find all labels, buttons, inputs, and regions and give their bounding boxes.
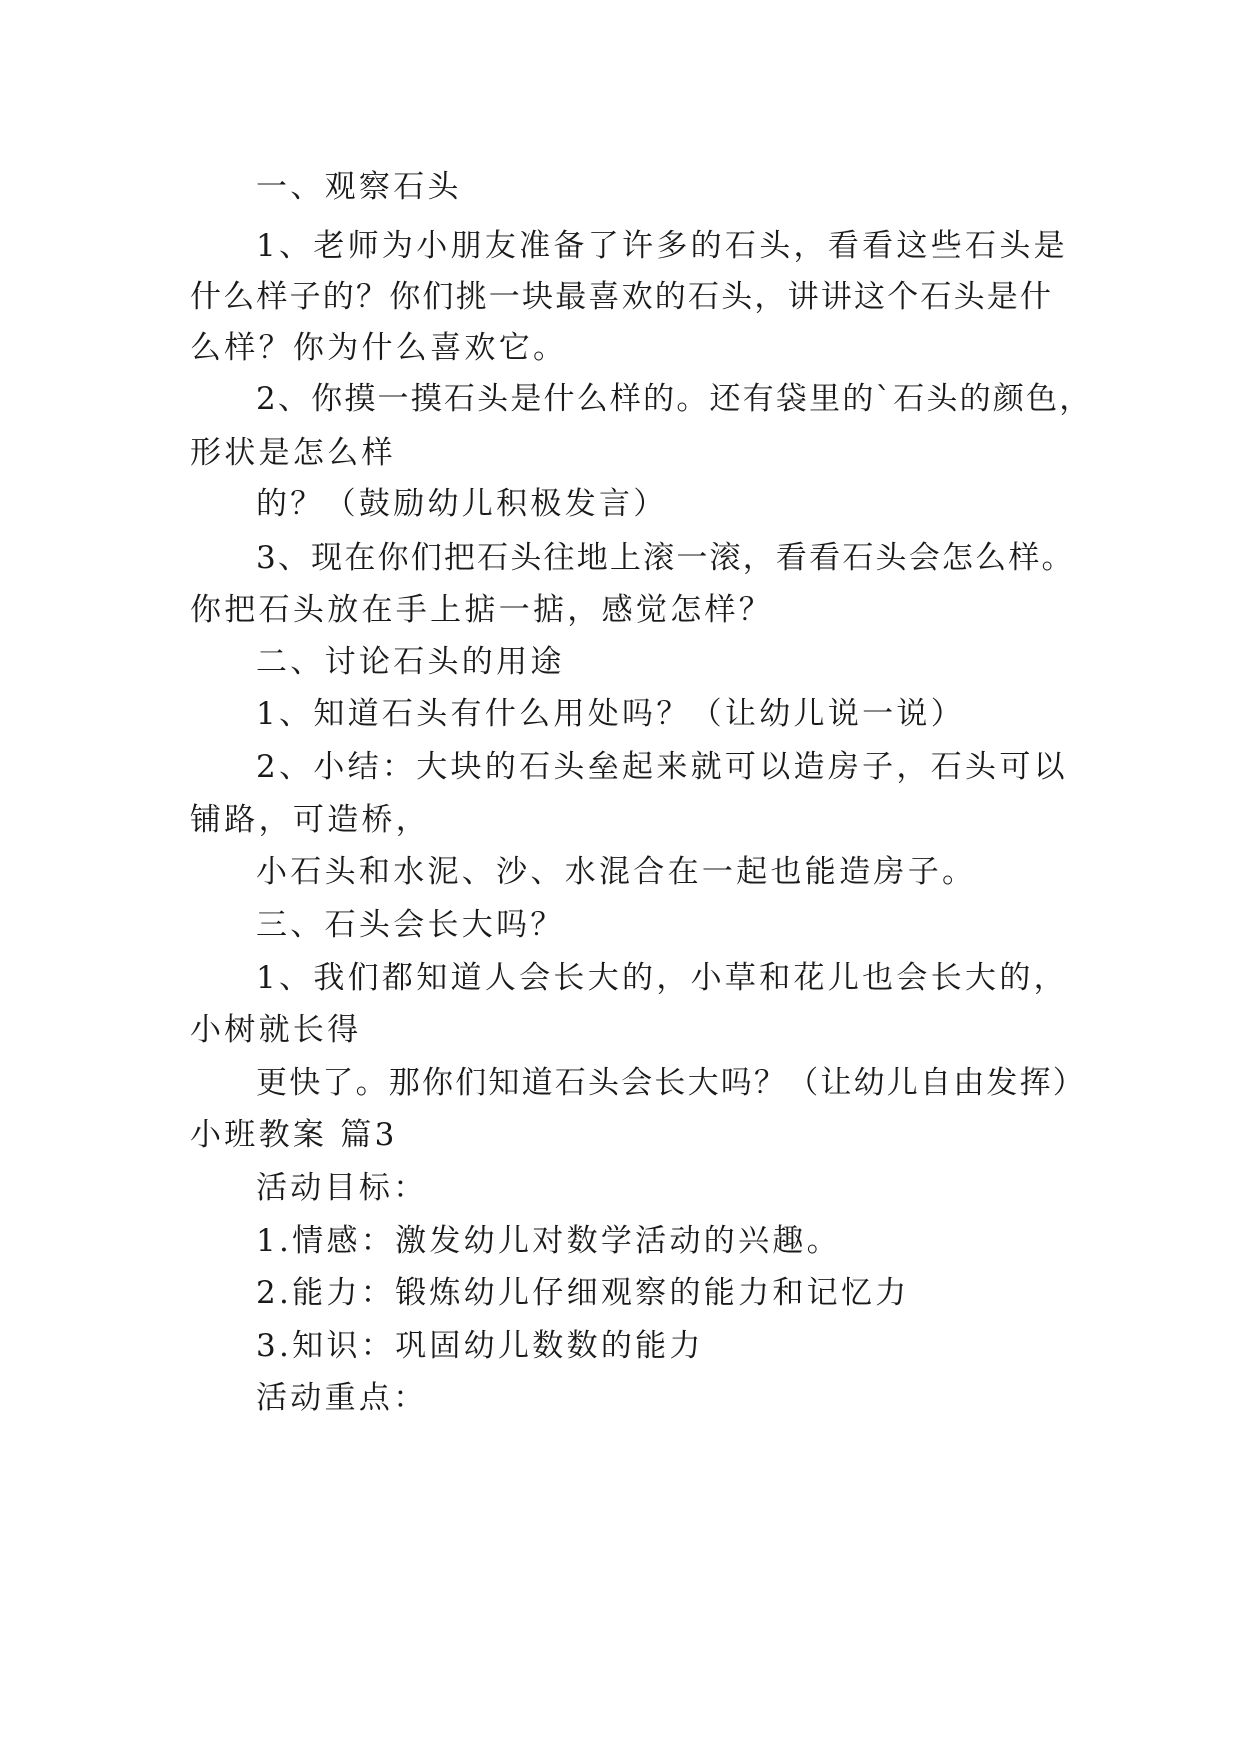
paragraph-line: 什么样子的？你们挑一块最喜欢的石头，讲讲这个石头是什 [190,279,1054,315]
section-heading-do-stones-grow: 三、石头会长大吗？ [256,907,565,943]
paragraph-line: 3、现在你们把石头往地上滚一滚，看看石头会怎么样。 [256,540,1075,576]
goal-item: 1.情感：激发幼儿对数学活动的兴趣。 [256,1223,841,1259]
paragraph-line: 小石头和水泥、沙、水混合在一起也能造房子。 [256,854,977,890]
section-heading-discuss-uses: 二、讨论石头的用途 [256,644,565,680]
goal-item: 2.能力：锻炼幼儿仔细观察的能力和记忆力 [256,1275,910,1311]
paragraph-line: 铺路，可造桥， [190,802,431,838]
paragraph-line: 的？（鼓励幼儿积极发言） [256,486,668,522]
paragraph-line: 么样？你为什么喜欢它。 [190,330,568,366]
paragraph-line: 2、小结：大块的石头垒起来就可以造房子，石头可以 [256,749,1068,785]
paragraph-line: 1、我们都知道人会长大的，小草和花儿也会长大的， [256,960,1068,996]
section-heading-observe-stones: 一、观察石头 [256,169,462,205]
lesson-title-part-3: 小班教案 篇3 [190,1117,398,1153]
paragraph-line: 2、你摸一摸石头是什么样的。还有袋里的`石头的颜色， [256,381,1093,417]
subheading-activity-goals: 活动目标： [256,1170,428,1206]
paragraph-line: 小树就长得 [190,1012,362,1048]
paragraph-line: 1、老师为小朋友准备了许多的石头，看看这些石头是 [256,228,1068,264]
goal-item: 3.知识：巩固幼儿数数的能力 [256,1328,704,1364]
paragraph-line: 你把石头放在手上掂一掂，感觉怎样？ [190,592,774,628]
subheading-activity-focus: 活动重点： [256,1380,428,1416]
paragraph-line: 更快了。那你们知道石头会长大吗？（让幼儿自由发挥） [256,1065,1086,1101]
paragraph-line: 形状是怎么样 [190,435,396,471]
paragraph-line: 1、知道石头有什么用处吗？（让幼儿说一说） [256,696,966,732]
